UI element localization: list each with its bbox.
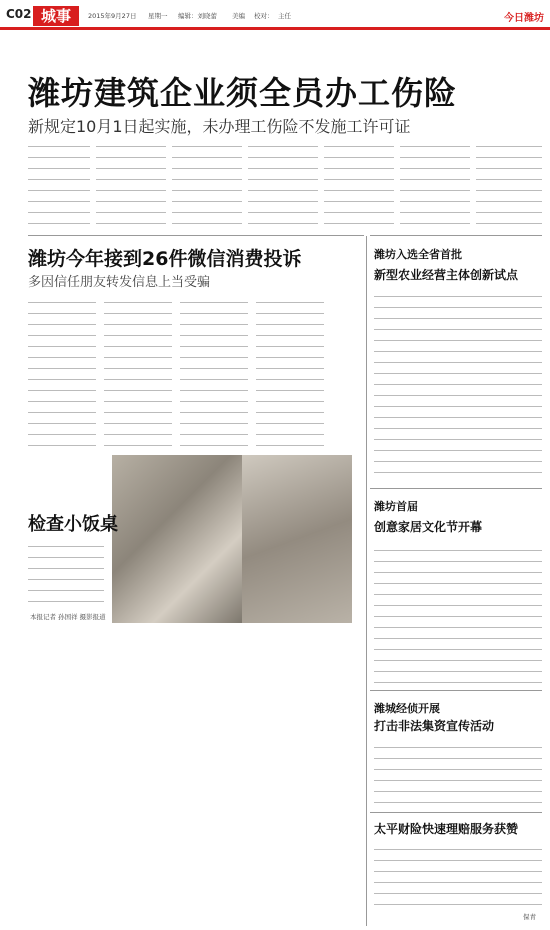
story2-subheadline: 多因信任朋友转发信息上当受骗: [28, 275, 211, 290]
side2-kicker: 潍坊首届: [374, 500, 418, 513]
lead-body-column-5: [324, 140, 394, 228]
side2-headline: 创意家居文化节开幕: [374, 520, 483, 534]
side2-body: [374, 544, 542, 684]
story2-column-4: [256, 296, 324, 446]
side4-author: 保青: [523, 913, 536, 921]
lead-body-column-4: [248, 140, 318, 228]
divider: [370, 690, 542, 691]
photo-story-title: 检查小饭桌: [28, 514, 118, 535]
lead-headline: 潍坊建筑企业须全员办工伤险: [28, 74, 458, 112]
divider: [370, 812, 542, 813]
photo-kitchen-inspection: [242, 455, 352, 623]
weekday-label: 星期一: [148, 12, 168, 20]
photo-caption-text: [28, 540, 104, 610]
proof-label: 校对：: [254, 12, 274, 20]
chief-label: 主任: [278, 12, 291, 20]
header-rule: [0, 27, 550, 30]
story2-headline: 潍坊今年接到26件微信消费投诉: [28, 248, 302, 270]
story2-column-2: [104, 296, 172, 446]
lead-body-column-2: [96, 140, 166, 228]
side1-body: [374, 290, 542, 478]
side4-body: [374, 843, 542, 909]
divider: [370, 488, 542, 489]
lead-body-column-6: [400, 140, 470, 228]
divider: [370, 235, 542, 236]
lead-subheadline: 新规定10月1日起实施，未办理工伤险不发施工许可证: [28, 117, 411, 136]
side3-body: [374, 741, 542, 807]
editor-label: 编辑：刘晓蕾: [178, 12, 217, 20]
date-label: 2015年9月27日: [88, 12, 137, 20]
side3-headline: 打击非法集资宣传活动: [374, 719, 495, 733]
photo-kitchen-inspection: [112, 455, 242, 623]
section-title-right: 今日潍坊: [504, 13, 544, 24]
lead-body-column-3: [172, 140, 242, 228]
lead-body-column-7: [476, 140, 542, 228]
side4-headline: 太平财险快速理赔服务获赞: [374, 822, 519, 836]
side3-kicker: 潍城经侦开展: [374, 702, 440, 715]
lead-body-column-1: [28, 140, 90, 228]
story2-column-1: [28, 296, 96, 446]
divider: [28, 235, 364, 236]
designer-label: 美编: [232, 12, 245, 20]
section-label: 城事: [33, 6, 79, 26]
side1-headline: 新型农业经营主体创新试点: [374, 268, 519, 282]
story2-column-3: [180, 296, 248, 446]
side1-kicker: 潍坊入选全省首批: [374, 248, 462, 261]
page-code: C02: [6, 7, 32, 21]
photo-credit: 本报记者 孙国祥 摄影报道: [30, 613, 106, 621]
column-divider: [366, 236, 367, 926]
